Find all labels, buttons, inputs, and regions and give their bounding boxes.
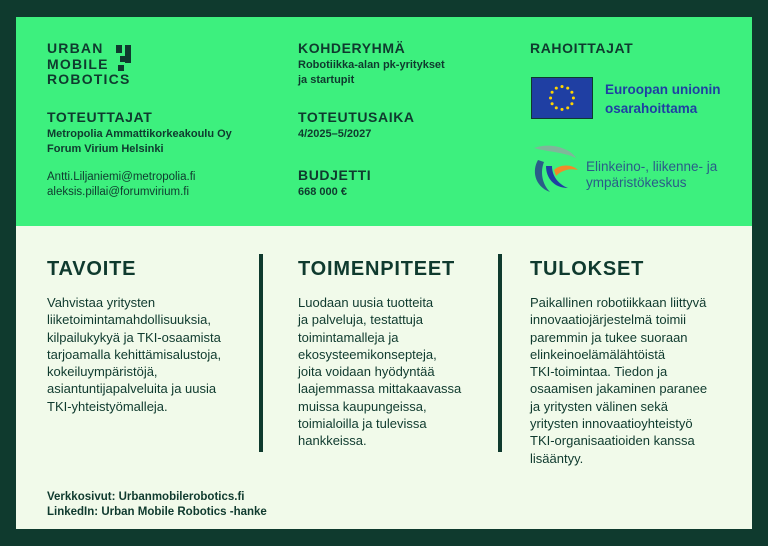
- contact-email[interactable]: aleksis.pillai@forumvirium.fi: [47, 186, 190, 198]
- ely-centre-line: ympäristökeskus: [586, 175, 687, 190]
- goal-line: asiantuntijapalveluita ja uusia: [47, 381, 217, 397]
- eu-funding-line: osarahoittama: [605, 101, 698, 116]
- website-label: Verkkosivut:: [47, 491, 116, 503]
- actions-line: muissa kaupungeissa,: [298, 398, 427, 414]
- actions-line: laajemmassa mittakaavassa: [298, 381, 462, 397]
- results-line: elinkeinoelämälähtöistä: [530, 346, 666, 362]
- robot-mark-icon: [116, 45, 134, 73]
- logo-line: URBAN: [47, 40, 104, 56]
- website-link[interactable]: Urbanmobilerobotics.fi: [118, 491, 245, 503]
- actions-line: toimintamalleja ja: [298, 329, 399, 345]
- column-divider: [259, 254, 263, 452]
- results-line: lisääntyy.: [530, 450, 584, 466]
- implementer-org: Forum Virium Helsinki: [47, 143, 164, 155]
- period-heading: TOTEUTUSAIKA: [298, 109, 415, 125]
- results-heading: TULOKSET: [530, 258, 645, 280]
- actions-line: hankkeissa.: [298, 433, 367, 449]
- target-group-text: [298, 58, 445, 88]
- implementer-org: Metropolia Ammattikorkeakoulu Oy: [47, 128, 232, 140]
- implementers-heading: TOTEUTTAJAT: [47, 109, 153, 125]
- results-line: TKI-organisaatioiden kanssa: [530, 433, 695, 449]
- actions-heading: TOIMENPITEET: [298, 258, 456, 280]
- goal-line: TKI-yhteistyömalleja.: [47, 398, 168, 414]
- implementers-orgs: [47, 127, 232, 157]
- eu-flag-icon: [531, 77, 593, 119]
- goal-line: kokeiluympäristöjä,: [47, 364, 158, 380]
- goal-line: kilpailukykyä ja TKI-osaamista: [47, 329, 221, 345]
- target-group-heading: KOHDERYHMÄ: [298, 40, 406, 56]
- contact-emails: [47, 170, 195, 200]
- ely-centre-line: Elinkeino-, liikenne- ja: [586, 159, 718, 174]
- goal-line: Vahvistaa yritysten: [47, 295, 156, 310]
- results-line: ja yritysten välinen sekä: [530, 398, 669, 414]
- logo-line: ROBOTICS: [47, 71, 131, 87]
- results-line: TKI-toimintaa. Tiedon ja: [530, 364, 668, 380]
- actions-line: ekosysteemikonsepteja,: [298, 346, 437, 362]
- actions-line: joita voidaan hyödyntää: [298, 364, 435, 380]
- results-line: yritysten innovaatioyhteistyö: [530, 416, 693, 432]
- goal-line: tarjoamalla kehittämisalustoja,: [47, 346, 222, 362]
- poster: [16, 17, 752, 529]
- budget-heading: BUDJETTI: [298, 167, 372, 183]
- target-group-line: ja startupit: [298, 74, 355, 86]
- column-divider: [498, 254, 502, 452]
- budget-value: 668 000 €: [298, 186, 347, 198]
- linkedin-link[interactable]: Urban Mobile Robotics -hanke: [101, 506, 267, 518]
- content-panel: [16, 226, 752, 529]
- actions-line: ja palveluja, testattuja: [298, 312, 424, 328]
- urban-mobile-robotics-logo: [47, 41, 157, 88]
- ely-centre-text: [586, 159, 717, 191]
- goal-line: liiketoimintamahdollisuuksia,: [47, 312, 212, 328]
- goal-text: [47, 294, 221, 415]
- linkedin-row: [47, 505, 267, 520]
- logo-line: MOBILE: [47, 55, 109, 72]
- website-row: [47, 490, 267, 505]
- goal-heading: TAVOITE: [47, 258, 137, 280]
- ely-centre-logo-icon: [528, 144, 582, 196]
- eu-funding-text: [605, 80, 720, 118]
- header-panel: [16, 17, 752, 226]
- actions-line: Luodaan uusia tuotteita: [298, 295, 434, 310]
- footer-links: [47, 490, 267, 520]
- results-line: Paikallinen robotiikkaan liittyvä: [530, 295, 707, 310]
- results-line: osaamisen jakaminen paranee: [530, 381, 708, 397]
- linkedin-label: LinkedIn:: [47, 506, 99, 518]
- results-line: paremmin ja tukee suoraan: [530, 329, 688, 345]
- results-text: [530, 294, 707, 467]
- results-line: innovaatiojärjestelmä toimii: [530, 312, 687, 328]
- actions-text: [298, 294, 461, 450]
- period-value: 4/2025–5/2027: [298, 128, 372, 140]
- funders-heading: RAHOITTAJAT: [530, 40, 634, 56]
- contact-email[interactable]: Antti.Liljaniemi@metropolia.fi: [47, 171, 196, 183]
- eu-funding-line: Euroopan unionin: [605, 82, 721, 97]
- actions-line: toimialoilla ja tulevissa: [298, 416, 427, 432]
- target-group-line: Robotiikka-alan pk-yritykset: [298, 59, 445, 71]
